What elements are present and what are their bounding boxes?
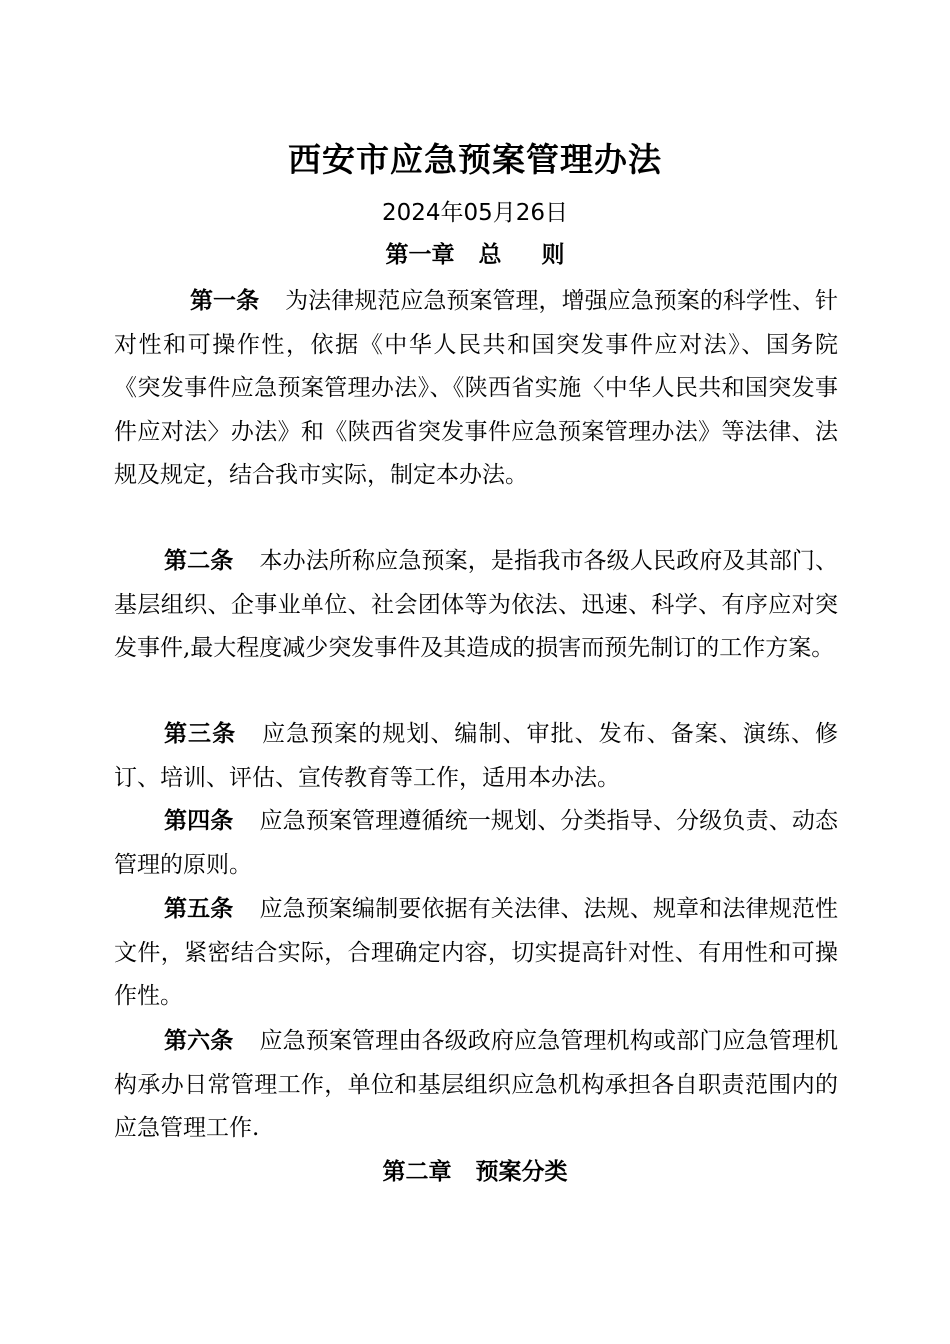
document-title: 西安市应急预案管理办法 [288, 140, 662, 179]
article-1 [114, 280, 838, 498]
article-5 [114, 888, 838, 1019]
article-text: 本办法所称应急预案，是指我市各级人民政府及其部门、基层组织、企事业单位、社会团体等为依法、迅速、科学、有序应对突发事件,最大程度减少突发事件及其造成的损害而预先制订的工作方案。 [114, 548, 839, 661]
article-label: 第三条 [164, 721, 237, 747]
document-date: 2024年05月26日 [381, 200, 569, 226]
article-4 [114, 800, 838, 887]
chapter-heading-1: 第一章 总 则 [385, 242, 565, 268]
chapter-heading-2: 第二章 预案分类 [382, 1159, 568, 1185]
article-text: 应急预案管理遵循统一规划、分类指导、分级负责、动态管理的原则。 [114, 808, 839, 878]
article-2 [114, 540, 838, 671]
article-label: 第六条 [164, 1028, 234, 1054]
article-text: 为法律规范应急预案管理，增强应急预案的科学性、针对性和可操作性，依据《中华人民共和国突发事件应对法》、国务院《突发事件应急预案管理办法》、《陕西省实施〈中华人民共和国突发事件应对法〉办法》和《陕西省突发事件应急预案管理办法》等法律、法规及规定，结合我市实际，制定本办法。 [114, 288, 839, 488]
article-label: 第二条 [164, 548, 234, 574]
article-label: 第一条 [190, 288, 260, 314]
article-label: 第四条 [164, 808, 234, 834]
article-text: 应急预案管理由各级政府应急管理机构或部门应急管理机构承办日常管理工作，单位和基层组织应急机构承担各自职责范围内的应急管理工作. [114, 1028, 839, 1141]
article-label: 第五条 [164, 896, 234, 922]
article-text: 应急预案编制要依据有关法律、法规、规章和法律规范性文件，紧密结合实际，合理确定内容，切实提高针对性、有用性和可操作性。 [114, 896, 839, 1009]
article-3 [114, 713, 838, 800]
article-text: 应急预案的规划、编制、审批、发布、备案、演练、修订、培训、评估、宣传教育等工作，适用本办法。 [114, 721, 839, 791]
article-6 [114, 1020, 838, 1151]
